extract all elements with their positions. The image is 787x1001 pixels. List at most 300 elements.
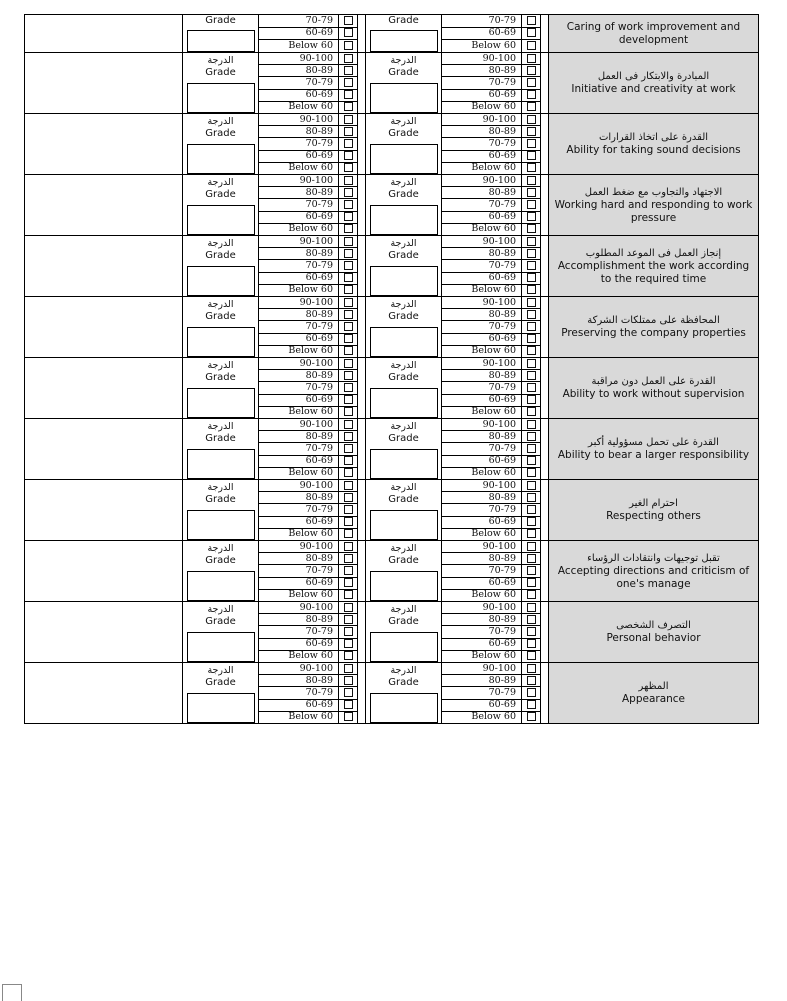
- grade-range: 60-69: [259, 150, 339, 162]
- grade-checkbox[interactable]: [522, 297, 541, 309]
- grade-checkbox[interactable]: [339, 358, 358, 370]
- checkbox-empty-icon[interactable]: [344, 66, 353, 75]
- grade-checkbox[interactable]: [522, 114, 541, 126]
- checkbox-empty-icon[interactable]: [527, 359, 536, 368]
- grade-checkbox[interactable]: [522, 27, 541, 40]
- checkbox-empty-icon[interactable]: [527, 115, 536, 124]
- grade-entry-box[interactable]: [370, 388, 438, 418]
- checkbox-empty-icon[interactable]: [344, 456, 353, 465]
- grade-checkbox[interactable]: [339, 541, 358, 553]
- checkbox-empty-icon[interactable]: [527, 615, 536, 624]
- checkbox-empty-icon[interactable]: [344, 566, 353, 575]
- grade-range: 90-100: [442, 663, 522, 675]
- grade-label-arabic: الدرجة: [390, 299, 417, 310]
- grade-checkbox[interactable]: [522, 638, 541, 650]
- grade-checkbox[interactable]: [339, 589, 358, 601]
- checkbox-empty-icon[interactable]: [527, 41, 536, 50]
- grade-entry-box[interactable]: [187, 449, 255, 479]
- grade-checkbox[interactable]: [339, 663, 358, 675]
- grade-checkbox[interactable]: [522, 516, 541, 528]
- checkbox-empty-icon[interactable]: [527, 493, 536, 502]
- grade-checkbox[interactable]: [339, 321, 358, 333]
- grade-entry-box[interactable]: [370, 83, 438, 113]
- criterion-arabic: المبادرة والابتكار فى العمل: [597, 71, 710, 82]
- checkbox-empty-icon[interactable]: [344, 41, 353, 50]
- checkbox-empty-icon[interactable]: [344, 505, 353, 514]
- checkbox-empty-icon[interactable]: [344, 237, 353, 246]
- checkbox-empty-icon[interactable]: [527, 346, 536, 355]
- checkbox-empty-icon[interactable]: [527, 676, 536, 685]
- grade-checkbox[interactable]: [522, 101, 541, 113]
- checkbox-empty-icon[interactable]: [344, 615, 353, 624]
- checkbox-empty-icon[interactable]: [527, 627, 536, 636]
- grade-cell: [183, 663, 259, 724]
- checkbox-empty-icon[interactable]: [344, 432, 353, 441]
- checkbox-empty-icon[interactable]: [527, 127, 536, 136]
- grade-checkbox[interactable]: [522, 187, 541, 199]
- spacer-cell: [541, 541, 549, 602]
- grade-checkbox[interactable]: [339, 175, 358, 187]
- checkbox-empty-icon[interactable]: [527, 566, 536, 575]
- grade-range: 60-69: [259, 27, 339, 40]
- grade-checkbox[interactable]: [339, 260, 358, 272]
- checkbox-empty-icon[interactable]: [527, 712, 536, 721]
- checkbox-empty-icon[interactable]: [344, 151, 353, 160]
- grade-checkbox[interactable]: [339, 53, 358, 65]
- grade-entry-box[interactable]: [187, 83, 255, 113]
- grade-checkbox[interactable]: [339, 297, 358, 309]
- grade-entry-box[interactable]: [370, 510, 438, 540]
- grade-checkbox[interactable]: [339, 40, 358, 53]
- grade-checkbox[interactable]: [522, 211, 541, 223]
- checkbox-empty-icon[interactable]: [527, 212, 536, 221]
- checkbox-empty-icon[interactable]: [527, 505, 536, 514]
- checkbox-empty-icon[interactable]: [527, 261, 536, 270]
- grade-checkbox[interactable]: [522, 455, 541, 467]
- grade-checkbox[interactable]: [339, 27, 358, 40]
- grade-range: 90-100: [259, 114, 339, 126]
- checkbox-empty-icon[interactable]: [344, 78, 353, 87]
- checkbox-empty-icon[interactable]: [344, 639, 353, 648]
- checkbox-empty-icon[interactable]: [527, 664, 536, 673]
- checkbox-empty-icon[interactable]: [527, 273, 536, 282]
- grade-checkbox[interactable]: [522, 77, 541, 89]
- checkbox-empty-icon[interactable]: [344, 493, 353, 502]
- checkbox-empty-icon[interactable]: [344, 115, 353, 124]
- grade-range: Below 60: [259, 711, 339, 723]
- grade-range: Below 60: [442, 711, 522, 723]
- checkbox-empty-icon[interactable]: [344, 176, 353, 185]
- blank-cell: [25, 663, 183, 724]
- checkbox-empty-icon[interactable]: [527, 90, 536, 99]
- checkbox-empty-icon[interactable]: [527, 334, 536, 343]
- checkbox-empty-icon[interactable]: [527, 603, 536, 612]
- checkbox-empty-icon[interactable]: [527, 639, 536, 648]
- grade-checkbox[interactable]: [522, 370, 541, 382]
- grade-entry-box[interactable]: [370, 632, 438, 662]
- checkbox-empty-icon[interactable]: [344, 554, 353, 563]
- grade-checkbox[interactable]: [339, 626, 358, 638]
- grade-checkbox[interactable]: [522, 406, 541, 418]
- checkbox-empty-icon[interactable]: [344, 590, 353, 599]
- grade-label-arabic: الدرجة: [390, 482, 417, 493]
- checkbox-empty-icon[interactable]: [527, 456, 536, 465]
- grade-checkbox[interactable]: [522, 333, 541, 345]
- grade-checkbox[interactable]: [522, 699, 541, 711]
- checkbox-empty-icon[interactable]: [527, 542, 536, 551]
- criterion-label: [549, 602, 759, 663]
- grade-checkbox[interactable]: [522, 577, 541, 589]
- grade-checkbox[interactable]: [339, 272, 358, 284]
- grade-entry-box[interactable]: [187, 144, 255, 174]
- criterion-english: Ability to work without supervision: [562, 388, 745, 400]
- checkbox-empty-icon[interactable]: [527, 66, 536, 75]
- checkbox-empty-icon[interactable]: [527, 102, 536, 111]
- grade-checkbox[interactable]: [522, 711, 541, 723]
- grade-checkbox[interactable]: [522, 89, 541, 101]
- checkbox-empty-icon[interactable]: [344, 249, 353, 258]
- checkbox-empty-icon[interactable]: [344, 346, 353, 355]
- grade-checkbox[interactable]: [339, 199, 358, 211]
- grade-checkbox[interactable]: [522, 236, 541, 248]
- checkbox-empty-icon[interactable]: [527, 371, 536, 380]
- grade-checkbox[interactable]: [339, 504, 358, 516]
- grade-entry-box[interactable]: [187, 510, 255, 540]
- grade-checkbox[interactable]: [522, 358, 541, 370]
- grade-checkbox[interactable]: [339, 419, 358, 431]
- grade-checkbox[interactable]: [339, 528, 358, 540]
- grade-row: [25, 236, 759, 248]
- grade-checkbox[interactable]: [522, 284, 541, 296]
- grade-range: 60-69: [442, 89, 522, 101]
- checkbox-empty-icon[interactable]: [344, 285, 353, 294]
- grade-cell: [183, 175, 259, 236]
- checkbox-empty-icon[interactable]: [344, 700, 353, 709]
- grade-checkbox[interactable]: [522, 565, 541, 577]
- grade-checkbox[interactable]: [339, 516, 358, 528]
- grade-range: 70-79: [442, 260, 522, 272]
- checkbox-empty-icon[interactable]: [344, 712, 353, 721]
- checkbox-empty-icon[interactable]: [527, 383, 536, 392]
- checkbox-empty-icon[interactable]: [344, 688, 353, 697]
- grade-checkbox[interactable]: [339, 284, 358, 296]
- checkbox-empty-icon[interactable]: [344, 310, 353, 319]
- grade-checkbox[interactable]: [522, 260, 541, 272]
- grade-checkbox[interactable]: [339, 443, 358, 455]
- grade-range: 60-69: [259, 455, 339, 467]
- checkbox-empty-icon[interactable]: [344, 627, 353, 636]
- grade-checkbox[interactable]: [522, 15, 541, 28]
- checkbox-empty-icon[interactable]: [344, 529, 353, 538]
- grade-checkbox[interactable]: [339, 370, 358, 382]
- grade-checkbox[interactable]: [522, 248, 541, 260]
- checkbox-empty-icon[interactable]: [527, 468, 536, 477]
- grade-checkbox[interactable]: [339, 345, 358, 357]
- grade-entry-box[interactable]: [370, 144, 438, 174]
- checkbox-empty-icon[interactable]: [527, 481, 536, 490]
- grade-checkbox[interactable]: [522, 199, 541, 211]
- checkbox-empty-icon[interactable]: [344, 90, 353, 99]
- grade-checkbox[interactable]: [339, 126, 358, 138]
- grade-label-arabic: الدرجة: [390, 665, 417, 676]
- grade-checkbox[interactable]: [522, 443, 541, 455]
- checkbox-empty-icon[interactable]: [344, 468, 353, 477]
- grade-checkbox[interactable]: [339, 114, 358, 126]
- grade-checkbox[interactable]: [522, 150, 541, 162]
- checkbox-empty-icon[interactable]: [527, 54, 536, 63]
- grade-label-arabic: الدرجة: [207, 55, 234, 66]
- grade-checkbox[interactable]: [522, 431, 541, 443]
- grade-checkbox[interactable]: [339, 65, 358, 77]
- checkbox-empty-icon[interactable]: [527, 700, 536, 709]
- grade-cell: [183, 541, 259, 602]
- grade-checkbox[interactable]: [339, 650, 358, 662]
- grade-range: 90-100: [442, 236, 522, 248]
- grade-checkbox[interactable]: [522, 382, 541, 394]
- checkbox-empty-icon[interactable]: [344, 322, 353, 331]
- checkbox-empty-icon[interactable]: [344, 16, 353, 25]
- grade-checkbox[interactable]: [339, 211, 358, 223]
- grade-checkbox[interactable]: [522, 650, 541, 662]
- grade-checkbox[interactable]: [522, 272, 541, 284]
- grade-checkbox[interactable]: [522, 345, 541, 357]
- grade-checkbox[interactable]: [339, 150, 358, 162]
- grade-checkbox[interactable]: [522, 480, 541, 492]
- grade-range: 60-69: [442, 27, 522, 40]
- grade-entry-box[interactable]: [187, 632, 255, 662]
- grade-checkbox[interactable]: [339, 480, 358, 492]
- criterion-label: [549, 114, 759, 175]
- grade-checkbox[interactable]: [522, 394, 541, 406]
- grade-checkbox[interactable]: [522, 589, 541, 601]
- checkbox-empty-icon[interactable]: [344, 224, 353, 233]
- grade-checkbox[interactable]: [339, 638, 358, 650]
- grade-checkbox[interactable]: [339, 711, 358, 723]
- checkbox-empty-icon[interactable]: [527, 188, 536, 197]
- grade-checkbox[interactable]: [339, 687, 358, 699]
- grade-entry-box[interactable]: [187, 571, 255, 601]
- checkbox-empty-icon[interactable]: [344, 578, 353, 587]
- checkbox-empty-icon[interactable]: [527, 298, 536, 307]
- checkbox-empty-icon[interactable]: [527, 310, 536, 319]
- grade-range: 80-89: [259, 675, 339, 687]
- grade-entry-box[interactable]: [370, 327, 438, 357]
- checkbox-empty-icon[interactable]: [344, 163, 353, 172]
- grade-entry-box[interactable]: [370, 30, 438, 52]
- grade-checkbox[interactable]: [339, 236, 358, 248]
- grade-label-arabic: الدرجة: [390, 55, 417, 66]
- grade-checkbox[interactable]: [339, 77, 358, 89]
- checkbox-empty-icon[interactable]: [527, 28, 536, 37]
- grade-checkbox[interactable]: [522, 687, 541, 699]
- grade-checkbox[interactable]: [522, 126, 541, 138]
- grade-checkbox[interactable]: [339, 89, 358, 101]
- grade-entry-box[interactable]: [370, 449, 438, 479]
- checkbox-empty-icon[interactable]: [527, 529, 536, 538]
- grade-entry-box[interactable]: [370, 205, 438, 235]
- grade-checkbox[interactable]: [522, 504, 541, 516]
- grade-checkbox[interactable]: [339, 309, 358, 321]
- grade-entry-box[interactable]: [187, 205, 255, 235]
- grade-checkbox[interactable]: [522, 663, 541, 675]
- checkbox-empty-icon[interactable]: [527, 517, 536, 526]
- grade-checkbox[interactable]: [522, 175, 541, 187]
- checkbox-empty-icon[interactable]: [527, 176, 536, 185]
- checkbox-empty-icon[interactable]: [527, 139, 536, 148]
- grade-checkbox[interactable]: [522, 419, 541, 431]
- grade-range: 90-100: [259, 236, 339, 248]
- checkbox-empty-icon[interactable]: [344, 676, 353, 685]
- grade-checkbox[interactable]: [522, 65, 541, 77]
- checkbox-empty-icon[interactable]: [344, 261, 353, 270]
- grade-checkbox[interactable]: [339, 333, 358, 345]
- grade-checkbox[interactable]: [339, 431, 358, 443]
- checkbox-empty-icon[interactable]: [527, 237, 536, 246]
- grade-checkbox[interactable]: [339, 15, 358, 28]
- checkbox-empty-icon[interactable]: [344, 127, 353, 136]
- grade-checkbox[interactable]: [522, 626, 541, 638]
- checkbox-empty-icon[interactable]: [344, 54, 353, 63]
- grade-entry-box[interactable]: [370, 693, 438, 723]
- grade-row: [25, 419, 759, 431]
- checkbox-empty-icon[interactable]: [527, 151, 536, 160]
- checkbox-empty-icon[interactable]: [527, 554, 536, 563]
- grade-checkbox[interactable]: [522, 40, 541, 53]
- checkbox-empty-icon[interactable]: [344, 298, 353, 307]
- grade-range: 60-69: [442, 638, 522, 650]
- checkbox-empty-icon[interactable]: [344, 651, 353, 660]
- grade-checkbox[interactable]: [339, 382, 358, 394]
- grade-entry-box[interactable]: [370, 571, 438, 601]
- grade-label-arabic: الدرجة: [390, 177, 417, 188]
- grade-label: Grade: [388, 494, 419, 505]
- checkbox-empty-icon[interactable]: [344, 359, 353, 368]
- criterion-english: Accepting directions and criticism of one's manage: [557, 564, 750, 590]
- checkbox-empty-icon[interactable]: [344, 212, 353, 221]
- grade-checkbox[interactable]: [339, 492, 358, 504]
- checkbox-empty-icon[interactable]: [344, 444, 353, 453]
- grade-checkbox[interactable]: [339, 223, 358, 235]
- checkbox-empty-icon[interactable]: [527, 407, 536, 416]
- grade-checkbox[interactable]: [339, 614, 358, 626]
- checkbox-empty-icon[interactable]: [527, 163, 536, 172]
- grade-checkbox[interactable]: [339, 101, 358, 113]
- grade-label-arabic: الدرجة: [390, 421, 417, 432]
- checkbox-empty-icon[interactable]: [527, 285, 536, 294]
- checkbox-empty-icon[interactable]: [344, 542, 353, 551]
- checkbox-empty-icon[interactable]: [527, 395, 536, 404]
- criterion-label: [549, 663, 759, 724]
- grade-checkbox[interactable]: [339, 467, 358, 479]
- spacer-cell: [358, 15, 366, 53]
- checkbox-empty-icon[interactable]: [344, 188, 353, 197]
- checkbox-empty-icon[interactable]: [527, 444, 536, 453]
- grade-checkbox[interactable]: [522, 53, 541, 65]
- grade-checkbox[interactable]: [339, 248, 358, 260]
- grade-checkbox[interactable]: [339, 162, 358, 174]
- checkbox-empty-icon[interactable]: [344, 371, 353, 380]
- grade-checkbox[interactable]: [339, 699, 358, 711]
- checkbox-empty-icon[interactable]: [527, 322, 536, 331]
- checkbox-empty-icon[interactable]: [344, 334, 353, 343]
- grade-checkbox[interactable]: [522, 138, 541, 150]
- checkbox-empty-icon[interactable]: [527, 578, 536, 587]
- checkbox-empty-icon[interactable]: [344, 517, 353, 526]
- grade-checkbox[interactable]: [339, 394, 358, 406]
- checkbox-empty-icon[interactable]: [527, 224, 536, 233]
- grade-row: [25, 358, 759, 370]
- grade-entry-box[interactable]: [187, 30, 255, 52]
- checkbox-empty-icon[interactable]: [527, 200, 536, 209]
- checkbox-empty-icon[interactable]: [344, 273, 353, 282]
- grade-label-arabic: الدرجة: [207, 177, 234, 188]
- grade-entry-box[interactable]: [187, 693, 255, 723]
- checkbox-empty-icon[interactable]: [344, 28, 353, 37]
- grade-checkbox[interactable]: [522, 675, 541, 687]
- grade-checkbox[interactable]: [522, 492, 541, 504]
- checkbox-empty-icon[interactable]: [527, 590, 536, 599]
- grade-checkbox[interactable]: [522, 223, 541, 235]
- grade-checkbox[interactable]: [339, 577, 358, 589]
- checkbox-empty-icon[interactable]: [527, 432, 536, 441]
- criterion-label: [549, 175, 759, 236]
- grade-cell: [183, 602, 259, 663]
- grade-checkbox[interactable]: [522, 541, 541, 553]
- checkbox-empty-icon[interactable]: [344, 603, 353, 612]
- checkbox-empty-icon[interactable]: [344, 420, 353, 429]
- grade-checkbox[interactable]: [522, 602, 541, 614]
- grade-checkbox[interactable]: [339, 565, 358, 577]
- grade-checkbox[interactable]: [339, 602, 358, 614]
- checkbox-empty-icon[interactable]: [527, 16, 536, 25]
- checkbox-empty-icon[interactable]: [527, 651, 536, 660]
- grade-checkbox[interactable]: [522, 553, 541, 565]
- checkbox-empty-icon[interactable]: [527, 78, 536, 87]
- checkbox-empty-icon[interactable]: [344, 383, 353, 392]
- grade-checkbox[interactable]: [339, 455, 358, 467]
- checkbox-empty-icon[interactable]: [527, 688, 536, 697]
- grade-checkbox[interactable]: [522, 614, 541, 626]
- grade-checkbox[interactable]: [522, 467, 541, 479]
- grade-entry-box[interactable]: [187, 327, 255, 357]
- checkbox-empty-icon[interactable]: [344, 664, 353, 673]
- grade-checkbox[interactable]: [339, 138, 358, 150]
- blank-cell: [25, 53, 183, 114]
- checkbox-empty-icon[interactable]: [344, 102, 353, 111]
- grade-entry-box[interactable]: [370, 266, 438, 296]
- checkbox-empty-icon[interactable]: [344, 139, 353, 148]
- grade-checkbox[interactable]: [522, 162, 541, 174]
- checkbox-empty-icon[interactable]: [344, 407, 353, 416]
- checkbox-empty-icon[interactable]: [344, 395, 353, 404]
- grade-label: Grade: [388, 616, 419, 627]
- grade-entry-box[interactable]: [187, 388, 255, 418]
- grade-checkbox[interactable]: [339, 187, 358, 199]
- grade-checkbox[interactable]: [339, 553, 358, 565]
- grade-entry-box[interactable]: [187, 266, 255, 296]
- blank-cell: [25, 175, 183, 236]
- checkbox-empty-icon[interactable]: [344, 200, 353, 209]
- grade-checkbox[interactable]: [522, 321, 541, 333]
- checkbox-empty-icon[interactable]: [527, 420, 536, 429]
- checkbox-empty-icon[interactable]: [527, 249, 536, 258]
- checkbox-empty-icon[interactable]: [344, 481, 353, 490]
- grade-checkbox[interactable]: [522, 309, 541, 321]
- grade-checkbox[interactable]: [522, 528, 541, 540]
- grade-label: Grade: [205, 372, 236, 383]
- grade-checkbox[interactable]: [339, 406, 358, 418]
- grade-checkbox[interactable]: [339, 675, 358, 687]
